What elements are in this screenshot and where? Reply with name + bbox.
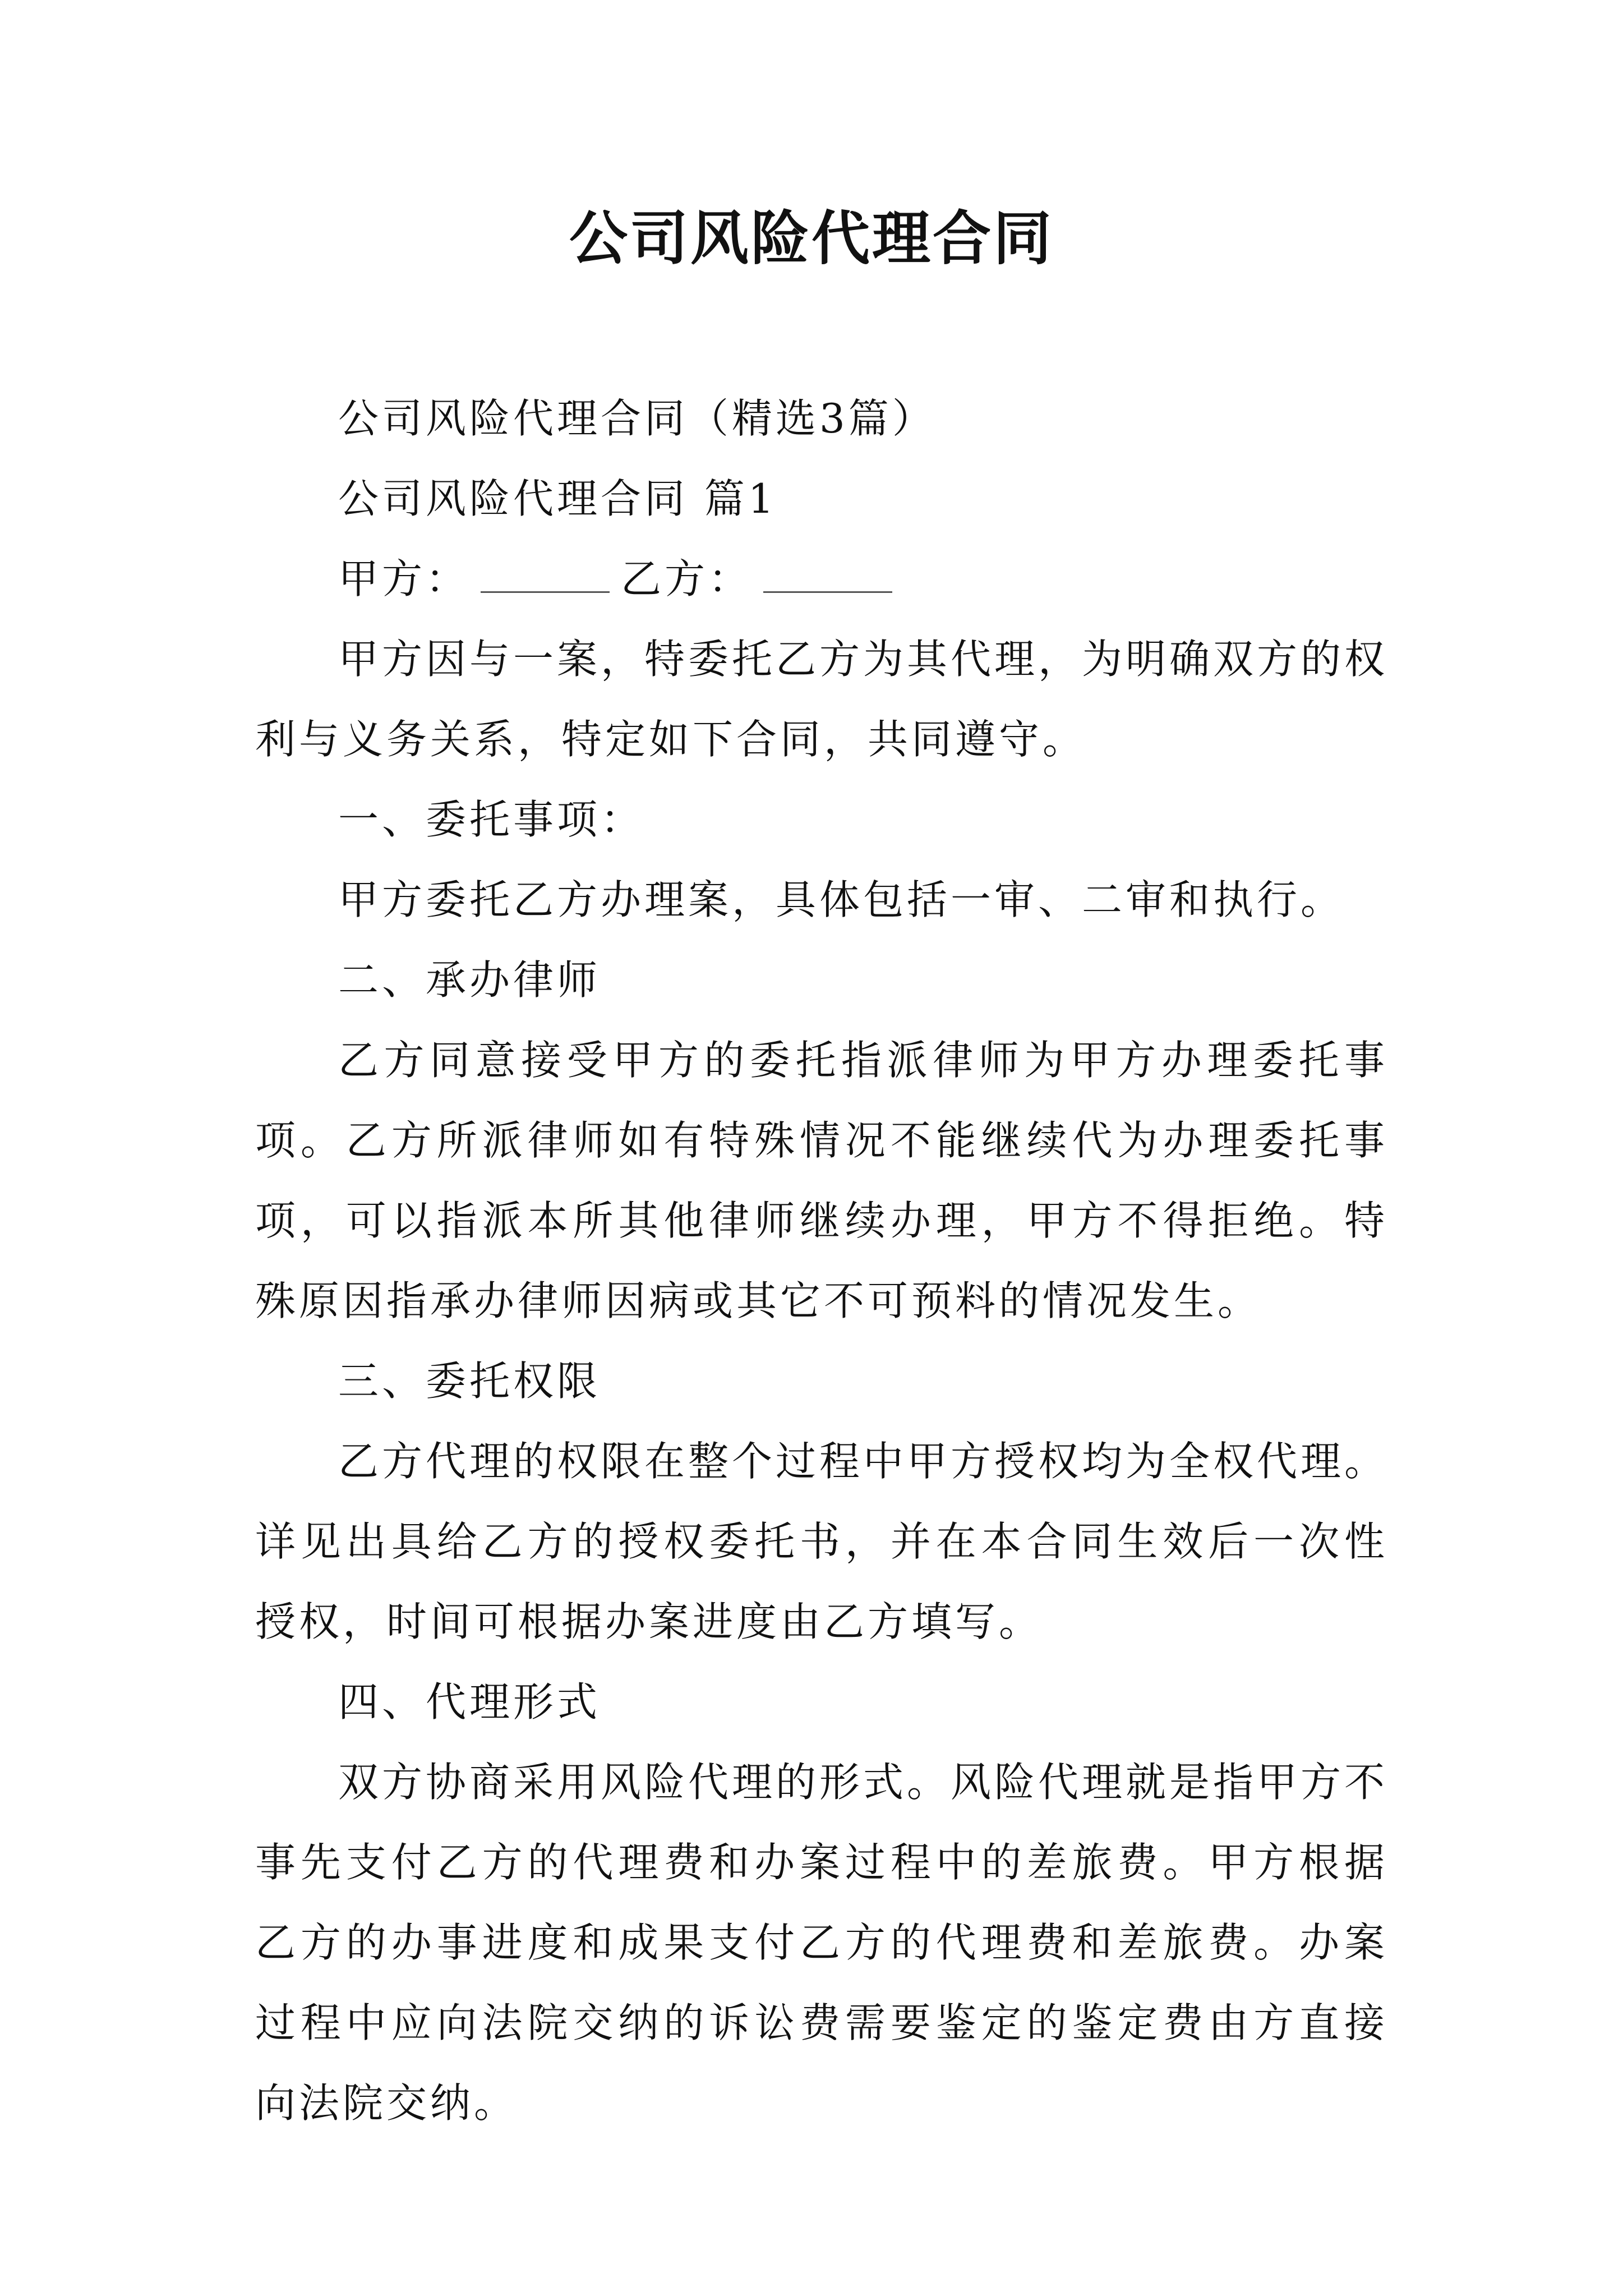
parties-line [255,539,1388,619]
paragraph-lawyer: 乙方同意接受甲方的委托指派律师为甲方办理委托事项。乙方所派律师如有特殊情况不能继续代为办理委托事项，可以指派本所其他律师继续办理，甲方不得拒绝。特殊原因指承办律师因病或其它不可预料的情况发生。 [255,1037,1388,1324]
section-heading-2: 二、承办律师 [338,956,601,1004]
chapter-heading: 公司风险代理合同 篇1 [338,475,777,522]
document-body [255,379,1388,2143]
paragraph-intro: 甲方因与一案，特委托乙方为其代理，为明确双方的权利与义务关系，特定如下合同，共同遵守。 [255,636,1389,763]
party-a-blank [481,554,610,593]
document-title: 公司风险代理合同 [569,204,1054,273]
paragraph-authority: 乙方代理的权限在整个过程中甲方授权均为全权代理。详见出具给乙方的授权委托书，并在本合同生效后一次性授权，时间可根据办案进度由乙方填写。 [255,1438,1389,1645]
section-heading-3: 三、委托权限 [338,1358,601,1405]
paragraph-agency-form: 双方协商采用风险代理的形式。风险代理就是指甲方不事先支付乙方的代理费和办案过程中的差旅费。甲方根据乙方的办事进度和成果支付乙方的代理费和差旅费。办案过程中应向法院交纳的诉讼费需要鉴定的鉴定费由方直接向法院交纳。 [255,1759,1389,2127]
party-b-label: 乙方： [621,555,753,602]
document-subtitle: 公司风险代理合同（精选3篇） [338,395,936,442]
section-heading-1: 一、委托事项： [338,796,645,843]
section-heading-4: 四、代理形式 [338,1678,601,1726]
party-b-blank [763,554,892,593]
paragraph-entrusted-matters: 甲方委托乙方办理案，具体包括一审、二审和执行。 [338,876,1345,923]
party-a-label: 甲方： [338,555,470,602]
